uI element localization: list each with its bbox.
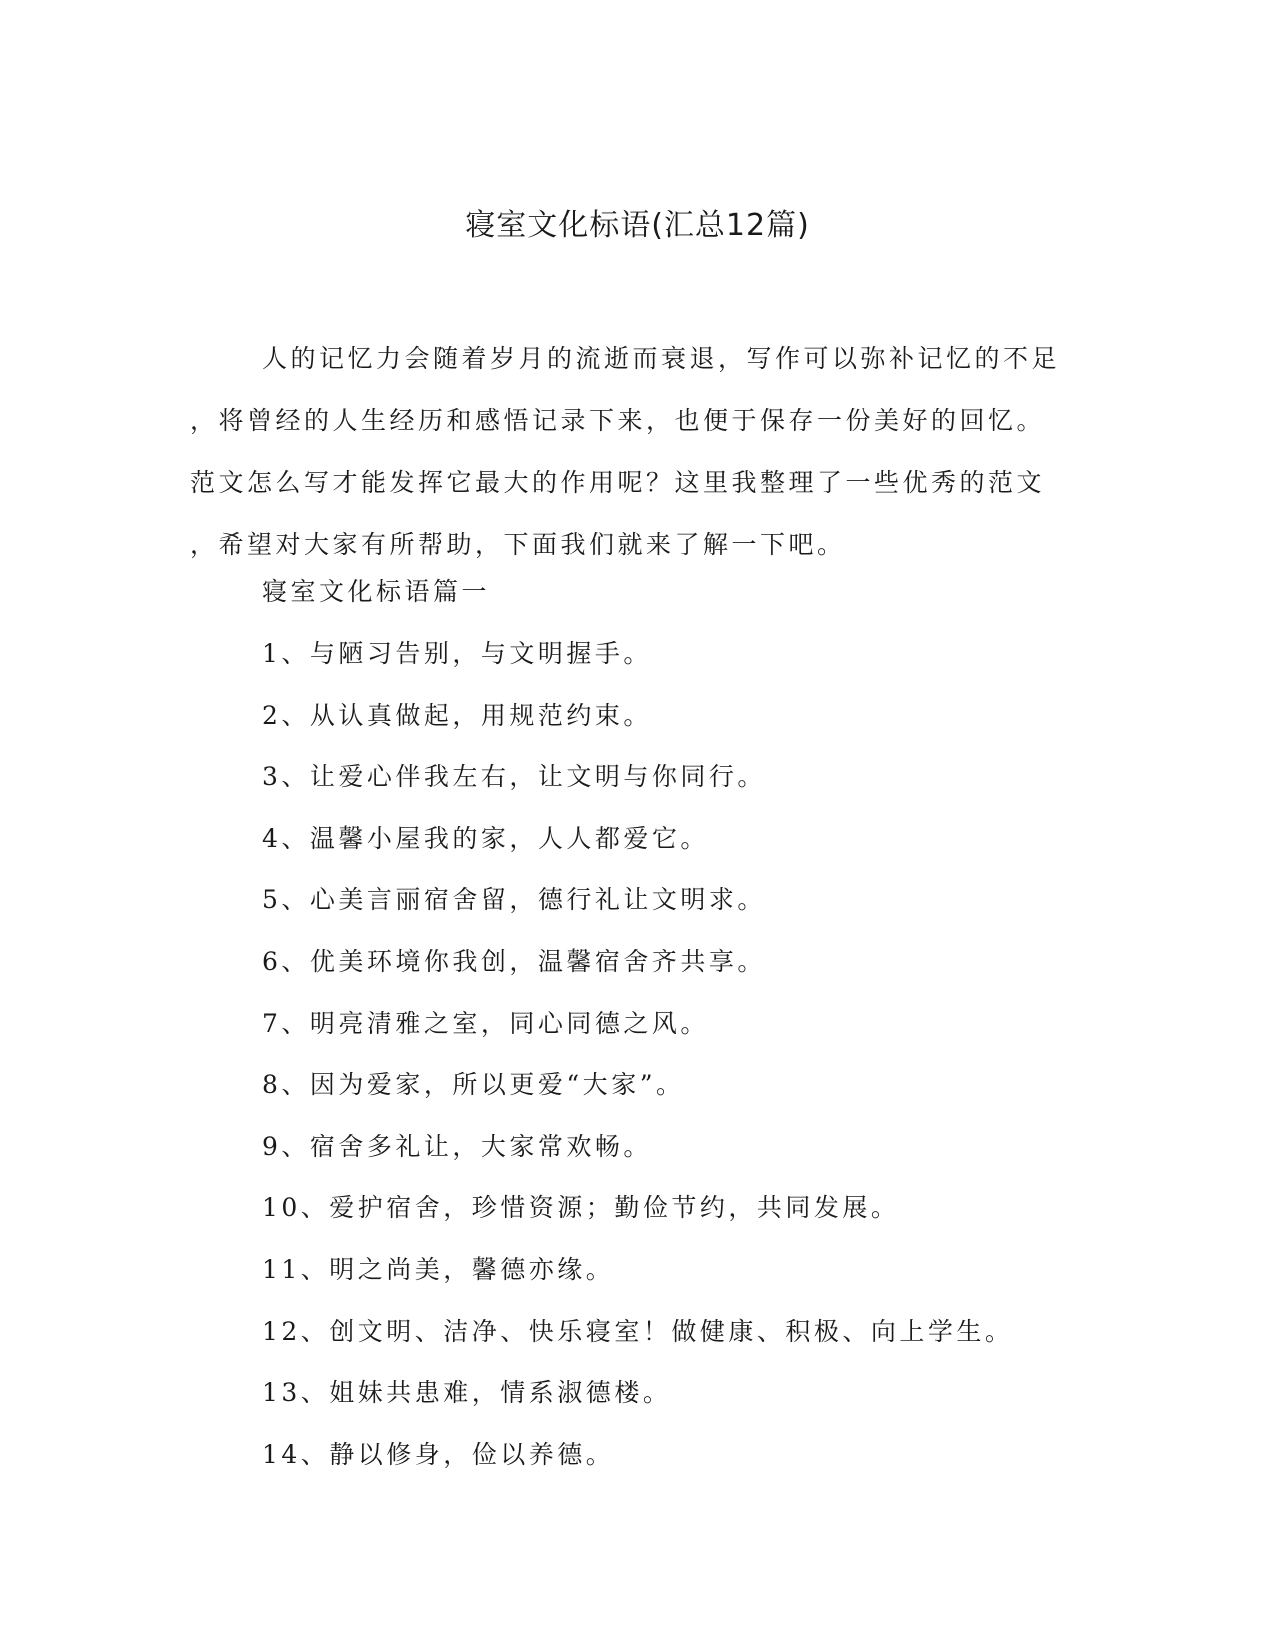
intro-line: 人的记忆力会随着岁月的流逝而衰退，写作可以弥补记忆的不足 [262, 344, 1061, 373]
slogan-item: 2、从认真做起，用规范约束。 [262, 700, 652, 730]
slogan-item: 9、宿舍多礼让，大家常欢畅。 [262, 1131, 652, 1161]
intro-line: ，希望对大家有所帮助，下面我们就来了解一下吧。 [190, 530, 846, 559]
intro-paragraph [190, 328, 1080, 576]
slogan-item: 13、姐妹共患难，情系淑德楼。 [262, 1378, 672, 1408]
slogan-item: 1、与陋习告别，与文明握手。 [262, 639, 652, 668]
slogan-item: 5、心美言丽宿舍留，德行礼让文明求。 [262, 885, 766, 915]
slogan-item: 8、因为爱家，所以更爱“大家”。 [262, 1070, 685, 1100]
slogan-item: 14、静以修身，俭以养德。 [262, 1439, 615, 1469]
slogan-list [262, 634, 1013, 1496]
intro-line: ，将曾经的人生经历和感悟记录下来，也便于保存一份美好的回忆。 [190, 406, 1046, 435]
section-heading: 寝室文化标语篇一 [262, 577, 491, 606]
slogan-item: 4、温馨小屋我的家，人人都爱它。 [262, 823, 709, 853]
slogan-item: 11、明之尚美，馨德亦缘。 [262, 1254, 615, 1284]
slogan-item: 3、让爱心伴我左右，让文明与你同行。 [262, 762, 766, 792]
slogan-item: 10、爱护宿舍，珍惜资源；勤俭节约，共同发展。 [262, 1193, 900, 1223]
slogan-item: 7、明亮清雅之室，同心同德之风。 [262, 1008, 709, 1038]
intro-line: 范文怎么写才能发挥它最大的作用呢？这里我整理了一些优秀的范文 [190, 468, 1046, 497]
slogan-item: 12、创文明、洁净、快乐寝室！做健康、积极、向上学生。 [262, 1316, 1014, 1346]
slogan-item: 6、优美环境你我创，温馨宿舍齐共享。 [262, 946, 766, 976]
document-title: 寝室文化标语(汇总12篇) [465, 208, 810, 243]
